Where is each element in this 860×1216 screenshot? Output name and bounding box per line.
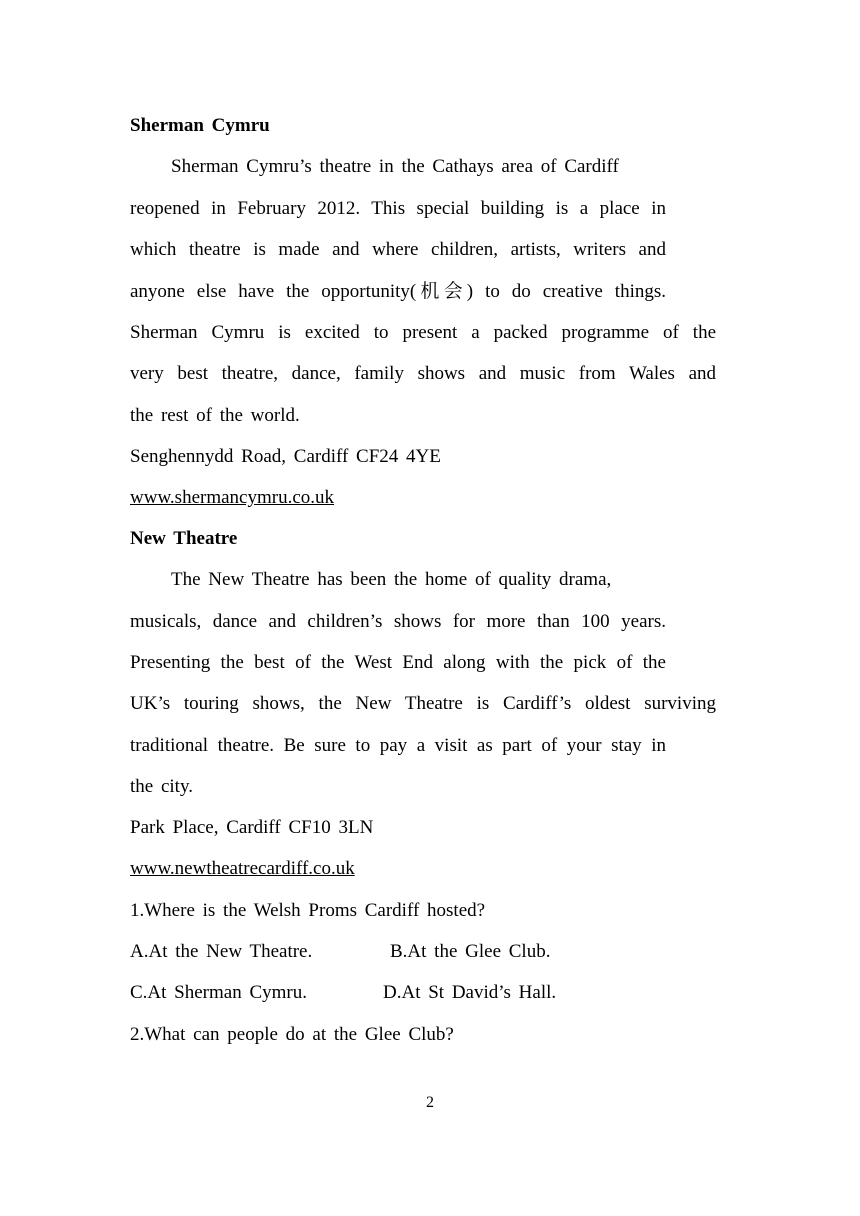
section-heading-sherman-cymru: Sherman Cymru bbox=[130, 115, 270, 136]
paragraph-line: traditional theatre. Be sure to pay a visit as part of your stay in bbox=[130, 735, 666, 756]
paragraph-line: very best theatre, dance, family shows and music from Wales and bbox=[130, 363, 716, 384]
paragraph-line: musicals, dance and children’s shows for more than 100 years. bbox=[130, 611, 666, 632]
option-a: A.At the New Theatre. bbox=[130, 941, 313, 962]
paragraph-line: Sherman Cymru is excited to present a packed programme of the bbox=[130, 322, 716, 343]
website-link-sherman-cymru[interactable]: www.shermancymru.co.uk bbox=[130, 487, 335, 508]
section-heading-new-theatre: New Theatre bbox=[130, 528, 238, 549]
paragraph-line: the city. bbox=[130, 776, 193, 797]
address-sherman-cymru: Senghennydd Road, Cardiff CF24 4YE bbox=[130, 446, 441, 467]
paragraph-line: Sherman Cymru’s theatre in the Cathays area of Cardiff bbox=[171, 156, 619, 177]
paragraph-line: the rest of the world. bbox=[130, 405, 300, 426]
question-1-options-row-2 bbox=[130, 981, 556, 1005]
website-link-new-theatre[interactable]: www.newtheatrecardiff.co.uk bbox=[130, 858, 355, 879]
paragraph-line: The New Theatre has been the home of quality drama, bbox=[171, 569, 612, 590]
option-c: C.At Sherman Cymru. bbox=[130, 982, 307, 1003]
question-2-stem: 2.What can people do at the Glee Club? bbox=[130, 1024, 454, 1045]
paragraph-line: anyone else have the opportunity(机会) to do creative things. bbox=[130, 281, 666, 302]
option-b: B.At the Glee Club. bbox=[390, 941, 551, 962]
paragraph-line: UK’s touring shows, the New Theatre is Cardiff’s oldest surviving bbox=[130, 693, 716, 714]
option-d: D.At St David’s Hall. bbox=[383, 982, 557, 1003]
question-1-options-row-1 bbox=[130, 940, 550, 964]
paragraph-line: which theatre is made and where children, artists, writers and bbox=[130, 239, 666, 260]
page-number: 2 bbox=[426, 1094, 434, 1111]
paragraph-line: Presenting the best of the West End along with the pick of the bbox=[130, 652, 666, 673]
paragraph-line: reopened in February 2012. This special building is a place in bbox=[130, 198, 666, 219]
address-new-theatre: Park Place, Cardiff CF10 3LN bbox=[130, 817, 374, 838]
question-1-stem: 1.Where is the Welsh Proms Cardiff hosted? bbox=[130, 900, 486, 921]
